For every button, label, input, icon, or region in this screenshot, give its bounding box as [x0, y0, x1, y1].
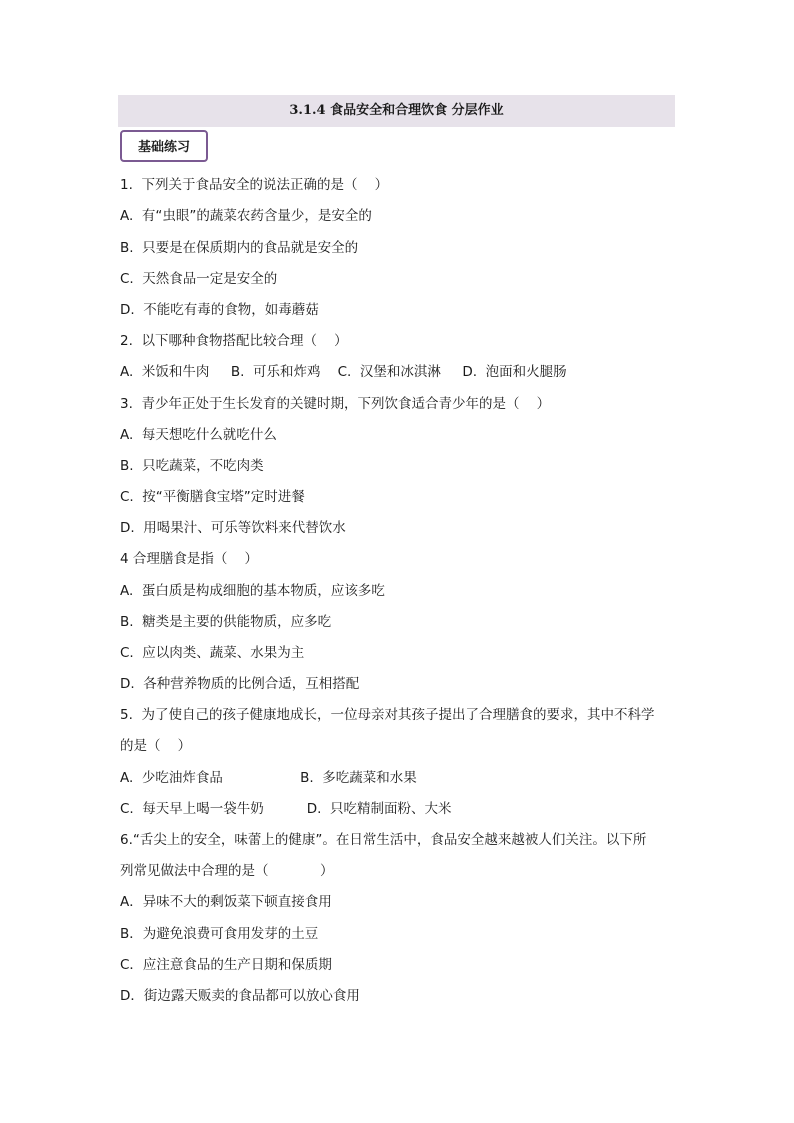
question-1-option-d: D. 不能吃有毒的食物，如毒蘑菇: [120, 302, 319, 318]
question-4-option-a: A. 蛋白质是构成细胞的基本物质，应该多吃: [120, 583, 385, 599]
question-5-stem: 5. 为了使自己的孩子健康地成长，一位母亲对其孩子提出了合理膳食的要求，其中不科学: [120, 707, 655, 723]
question-1-option-c: C. 天然食品一定是安全的: [120, 271, 278, 287]
question-4-stem: 4 合理膳食是指（ ）: [120, 551, 259, 567]
question-1-option-b: B. 只要是在保质期内的食品就是安全的: [120, 240, 359, 256]
question-6-stem-continued: 列常见做法中合理的是（ ）: [120, 863, 334, 879]
question-6-option-a: A．异味不大的剩饭菜下顿直接食用: [120, 894, 332, 910]
question-6-option-d: D．街边露天贩卖的食品都可以放心食用: [120, 988, 360, 1004]
question-3-option-d: D. 用喝果汁、可乐等饮料来代替饮水: [120, 520, 346, 536]
question-5-stem-continued: 的是（ ）: [120, 738, 192, 754]
worksheet-title: 3.1.4 食品安全和合理饮食 分层作业: [118, 95, 675, 127]
question-2-stem: 2. 以下哪种食物搭配比较合理（ ）: [120, 333, 348, 349]
question-6-option-c: C．应注意食品的生产日期和保质期: [120, 957, 332, 973]
question-3-option-b: B. 只吃蔬菜，不吃肉类: [120, 458, 264, 474]
question-4-option-d: D. 各种营养物质的比例合适，互相搭配: [120, 676, 360, 692]
question-1-option-a: A. 有“虫眼”的蔬菜农药含量少，是安全的: [120, 208, 372, 224]
question-3-option-a: A. 每天想吃什么就吃什么: [120, 427, 277, 443]
question-6-option-b: B．为避免浪费可食用发芽的土豆: [120, 926, 319, 942]
question-2-options: A. 米饭和牛肉 B. 可乐和炸鸡 C. 汉堡和冰淇淋 D. 泡面和火腿肠: [120, 364, 567, 380]
section-tag: 基础练习: [120, 130, 208, 162]
question-4-option-b: B. 糖类是主要的供能物质，应多吃: [120, 614, 332, 630]
question-3-stem: 3. 青少年正处于生长发育的关键时期，下列饮食适合青少年的是（ ）: [120, 396, 551, 412]
question-3-option-c: C. 按“平衡膳食宝塔”定时进餐: [120, 489, 305, 505]
question-1-stem: 1. 下列关于食品安全的说法正确的是（ ）: [120, 177, 389, 193]
question-4-option-c: C. 应以肉类、蔬菜、水果为主: [120, 645, 305, 661]
question-5-options-cd: C. 每天早上喝一袋牛奶 D. 只吃精制面粉、大米: [120, 801, 452, 817]
question-6-stem: 6.“舌尖上的安全，味蕾上的健康”。在日常生活中，食品安全越来越被人们关注。以下所: [120, 832, 647, 848]
question-5-options-ab: A. 少吃油炸食品 B. 多吃蔬菜和水果: [120, 770, 417, 786]
